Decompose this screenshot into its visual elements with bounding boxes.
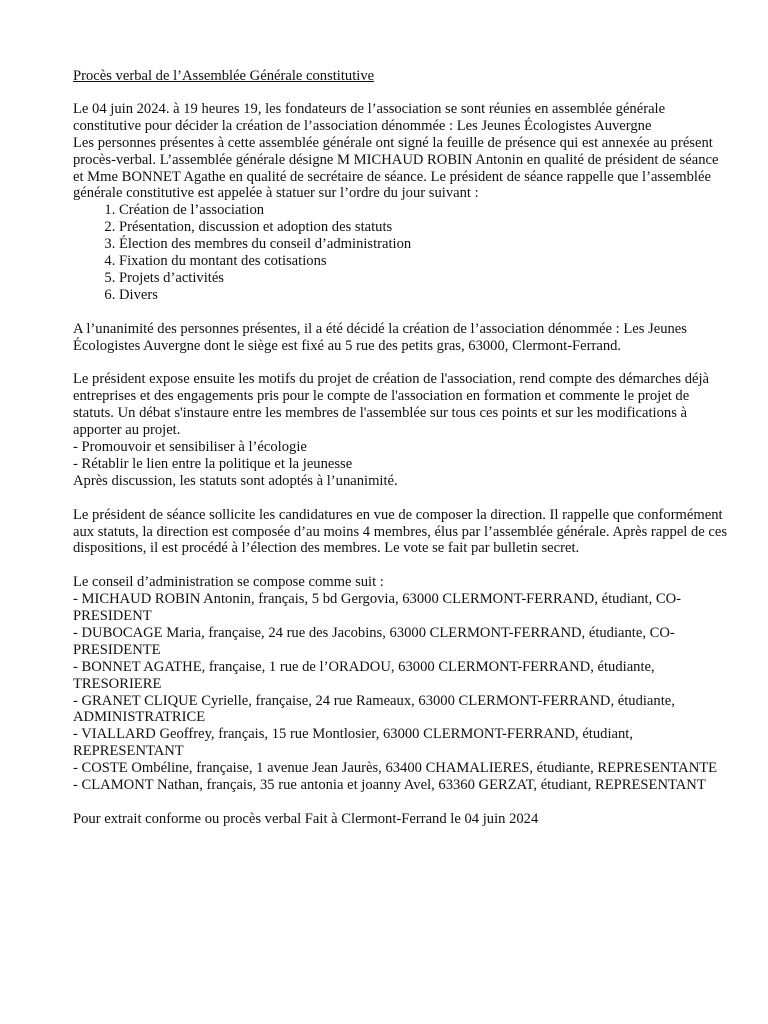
statutes-adopted: Après discussion, les statuts sont adoptés à l’unanimité. — [73, 472, 398, 489]
statutes-paragraph: Le président expose ensuite les motifs du projet de création de l'association, rend compte des démarches déjà entreprises et des engagements pris pour le compte de l'association en formation et commente le projet de statuts. Un débat s'instaure entre les membres de l'assemblée sur tous ces points et sur les modifications à apporter au projet. — [73, 371, 710, 439]
spacer — [73, 557, 728, 574]
board-member: - VIALLARD Geoffrey, français, 15 rue Montlosier, 63000 CLERMONT-FERRAND, étudiant, REPRESENTANT — [73, 726, 633, 760]
agenda-item: 3. Élection des membres du conseil d’administration — [119, 236, 728, 253]
agenda-item: 4. Fixation du montant des cotisations — [119, 253, 728, 270]
intro-paragraph: Le 04 juin 2024. à 19 heures 19, les fondateurs de l’association se sont réunies en assemblée générale constitutive pour décider la création de l’association dénommée : Les Jeunes Écologistes Auvergne — [73, 100, 666, 134]
statutes-item: - Rétablir le lien entre la politique et la jeunesse — [73, 455, 353, 472]
spacer — [73, 354, 728, 371]
election-paragraph: Le président de séance sollicite les candidatures en vue de composer la direction. Il rappelle que conformément aux statuts, la direction est composée d’au moins 4 membres, élus par l’assemblée générale. Après rappel de ces dispositions, il est procédé à l’élection des membres. Le vote se fait par bulletin secret. — [73, 506, 728, 557]
unanimity-paragraph: A l’unanimité des personnes présentes, il a été décidé la création de l’association dénommée : Les Jeunes Écologistes Auvergne dont le siège est fixé au 5 rue des petits gras, 63000, Clermont-Ferrand. — [73, 320, 687, 354]
agenda-item: 6. Divers — [119, 287, 728, 304]
agenda-item: 2. Présentation, discussion et adoption des statuts — [119, 219, 728, 236]
spacer — [73, 794, 728, 811]
agenda-item: 1. Création de l’association — [119, 202, 728, 219]
presence-paragraph: Les personnes présentes à cette assemblée générale ont signé la feuille de présence qui est annexée au présent procès-verbal. L’assemblée générale désigne M MICHAUD ROBIN Antonin en qualité de président de séance et Mme BONNET Agathe en qualité de secrétaire de séance. Le président de séance rappelle que l’assemblée générale constitutive est appelée à statuer sur l’ordre du jour suivant : — [73, 134, 719, 202]
spacer — [73, 304, 728, 321]
document-title: Procès verbal de l’Assemblée Générale constitutive — [73, 68, 375, 84]
board-member: - BONNET AGATHE, française, 1 rue de l’ORADOU, 63000 CLERMONT-FERRAND, étudiante, TRESORIERE — [73, 658, 655, 692]
board-heading: Le conseil d’administration se compose comme suit : — [73, 574, 384, 591]
board-member: - MICHAUD ROBIN Antonin, français, 5 bd Gergovia, 63000 CLERMONT-FERRAND, étudiant, CO-PRESIDENT — [73, 591, 682, 625]
agenda-list — [73, 202, 728, 303]
statutes-item: - Promouvoir et sensibiliser à l’écologie — [73, 439, 307, 455]
board-member: - DUBOCAGE Maria, française, 24 rue des Jacobins, 63000 CLERMONT-FERRAND, étudiante, CO-PRESIDENTE — [73, 624, 675, 658]
closing-line: Pour extrait conforme ou procès verbal Fait à Clermont-Ferrand le 04 juin 2024 — [73, 810, 539, 827]
board-member: - CLAMONT Nathan, français, 35 rue antonia et joanny Avel, 63360 GERZAT, étudiant, REPRESENTANT — [73, 777, 706, 794]
board-member: - GRANET CLIQUE Cyrielle, française, 24 rue Rameaux, 63000 CLERMONT-FERRAND, étudiante, ADMINISTRATRICE — [73, 692, 675, 726]
board-member: - COSTE Ombéline, française, 1 avenue Jean Jaurès, 63400 CHAMALIERES, étudiante, REPRESENTANTE — [73, 760, 718, 777]
agenda-item: 5. Projets d’activités — [119, 270, 728, 287]
spacer — [73, 490, 728, 507]
